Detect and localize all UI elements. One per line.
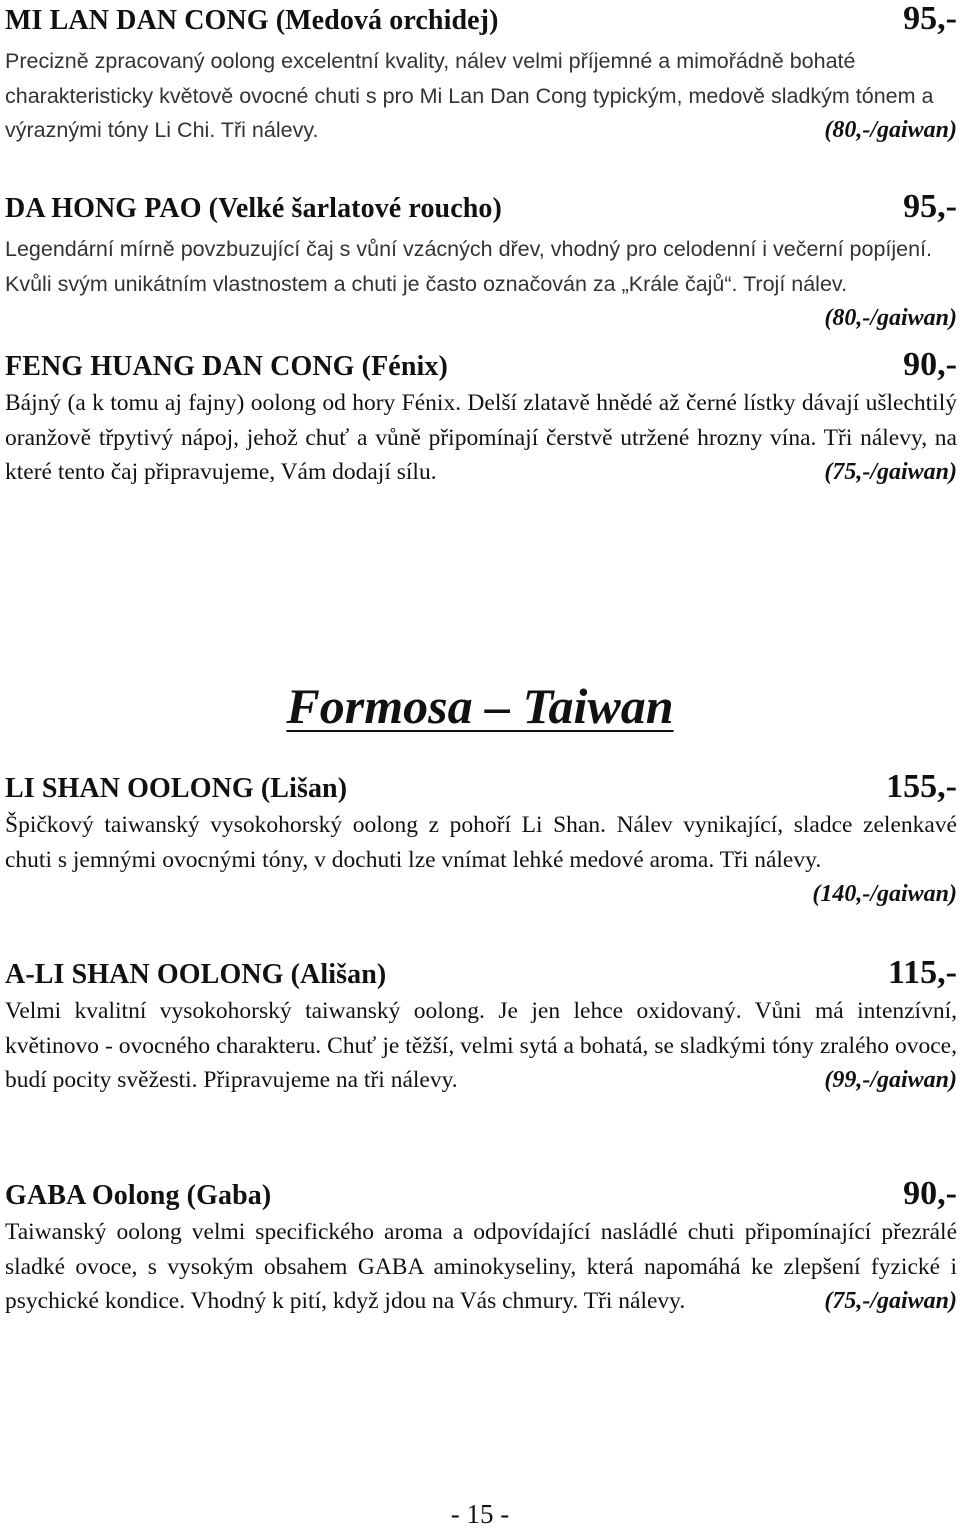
item-description-text: Legendární mírně povzbuzující čaj s vůní vzácných dřev, vhodný pro celodenní i večerní popíjení. Kvůli svým unikátním vlastnostem a chuti je často označován za „Krále čajů“. Trojí nálev. — [5, 237, 933, 296]
section-heading-formosa-taiwan: Formosa – Taiwan — [286, 678, 674, 734]
item-description-text: Velmi kvalitní vysokohorský taiwanský oolong. Je jen lehce oxidovaný. Vůni má intenzívní, květinovo - ovocného charakteru. Chuť je těžší, velmi sytá a bohatá, se sladkými tóny zralého ovoce, budí pocity svěžesti. Připravujeme na tři nálevy. — [5, 998, 957, 1093]
item-description-text: Bájný (a k tomu aj fajny) oolong od hory Fénix. Delší zlatavě hnědé až černé lístky dávají ušlechtilý oranžově třpytivý nápoj, jehož chuť a vůně připomínají čerstvě utržené hrozny vína. Tři nálevy, na které tento čaj připravujeme, Vám dodají sílu. — [5, 390, 957, 485]
item-description-text: Taiwanský oolong velmi specifického aroma a odpovídající nasládlé chuti připomínající přezrálé sladké ovoce, s vysokým obsahem GABA aminokyseliny, která napomáhá ke zlepšení fyzické i psychické kondice. Vhodný k pití, když jdou na Vás chmury. Tři nálevy. — [5, 1219, 957, 1314]
item-price: 90,- — [903, 346, 957, 383]
item-gaiwan-price: (140,-/gaiwan) — [812, 881, 957, 907]
item-description-text: Špičkový taiwanský vysokohorský oolong z pohoří Li Shan. Nálev vynikající, sladce zelenkavé chuti s jemnými ovocnými tóny, v dochuti lze vnímat lehké medové aroma. Tři nálevy. — [5, 812, 957, 873]
item-price: 95,- — [903, 188, 957, 225]
item-gaiwan-price: (80,-/gaiwan) — [824, 305, 957, 331]
item-title-row — [5, 1175, 957, 1213]
menu-item-a-li-shan-oolong — [5, 954, 957, 1098]
item-description — [5, 44, 957, 148]
menu-item-gaba-oolong — [5, 1175, 957, 1319]
page-number: - 15 - — [450, 1499, 510, 1529]
item-description — [5, 1215, 957, 1319]
item-title-row — [5, 954, 957, 992]
item-title-row — [5, 768, 957, 806]
item-name: FENG HUANG DAN CONG (Fénix) — [5, 351, 448, 382]
item-name: DA HONG PAO (Velké šarlatové roucho) — [5, 193, 502, 224]
item-description — [5, 808, 957, 907]
item-name: MI LAN DAN CONG (Medová orchidej) — [5, 5, 499, 36]
menu-item-li-shan-oolong — [5, 768, 957, 912]
item-gaiwan-price: (99,-/gaiwan) — [824, 1067, 957, 1093]
item-price: 95,- — [903, 0, 957, 37]
item-price: 115,- — [888, 954, 957, 991]
item-title-row — [5, 0, 957, 38]
item-name: A-LI SHAN OOLONG (Ališan) — [5, 959, 387, 990]
item-name: GABA Oolong (Gaba) — [5, 1180, 272, 1211]
item-title-row — [5, 188, 957, 226]
menu-item-mi-lan-dan-cong — [5, 0, 957, 148]
item-title-row — [5, 346, 957, 384]
item-name: LI SHAN OOLONG (Lišan) — [5, 773, 348, 804]
item-description — [5, 994, 957, 1098]
item-price: 155,- — [886, 768, 957, 805]
item-gaiwan-price: (80,-/gaiwan) — [824, 117, 957, 143]
item-description-text: Precizně zpracovaný oolong excelentní kvality, nálev velmi příjemné a mimořádně bohaté charakteristicky květově ovocné chuti s pro Mi Lan Dan Cong typickým, medově sladkým tónem a výraznými tóny Li Chi. Tři nálevy. — [5, 49, 934, 142]
menu-item-da-hong-pao — [5, 188, 957, 336]
menu-item-feng-huang-dan-cong — [5, 346, 957, 490]
item-gaiwan-price: (75,-/gaiwan) — [824, 459, 957, 485]
item-description — [5, 232, 957, 331]
item-price: 90,- — [903, 1175, 957, 1212]
item-gaiwan-price: (75,-/gaiwan) — [824, 1288, 957, 1314]
item-description — [5, 386, 957, 490]
